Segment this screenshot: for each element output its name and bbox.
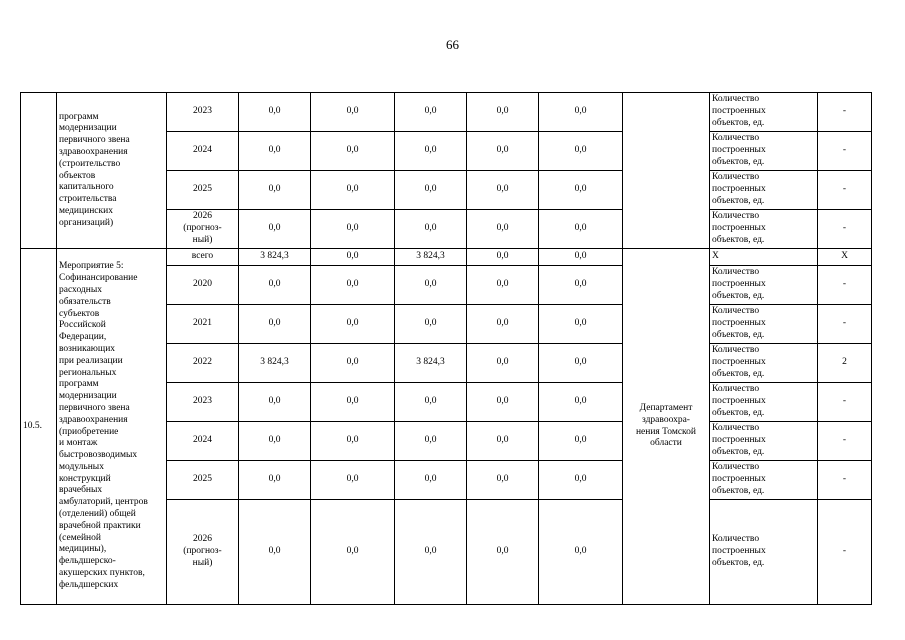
page-number: 66 — [446, 37, 459, 52]
amount-cell: 0,0 — [239, 93, 311, 132]
table-row — [21, 93, 872, 132]
amount-cell: 0,0 — [311, 461, 395, 500]
amount-cell: 0,0 — [311, 266, 395, 305]
amount-cell: 0,0 — [239, 305, 311, 344]
item-code-cell: 10.5. — [21, 249, 57, 605]
indicator-cell: Количество построенных объектов, ед. — [710, 210, 818, 249]
amount-cell: 0,0 — [395, 461, 467, 500]
amount-cell: 0,0 — [395, 383, 467, 422]
indicator-value-cell: - — [818, 132, 872, 171]
amount-cell: 0,0 — [311, 305, 395, 344]
amount-cell: 0,0 — [311, 93, 395, 132]
amount-cell: 0,0 — [539, 132, 623, 171]
amount-cell: 0,0 — [395, 93, 467, 132]
indicator-value-cell: - — [818, 461, 872, 500]
amount-cell: 0,0 — [539, 171, 623, 210]
indicator-cell: Количество построенных объектов, ед. — [710, 132, 818, 171]
amount-cell: 3 824,3 — [395, 344, 467, 383]
indicator-cell: Количество построенных объектов, ед. — [710, 383, 818, 422]
item-name-cell: Мероприятие 5: Софинансирование расходных обязательств субъектов Российской Федерации, возникающих при реализации региональных программ модернизации первичного звена здравоохранения (приобретение и монтаж быстровозводимых модульных конструкций врачебных амбулаторий, центров (отделений) общей врачебной практики (семейной медицины), фельдшерско- акушерских пунктов, фельдшерских — [57, 249, 167, 605]
amount-cell: 0,0 — [239, 461, 311, 500]
amount-cell: 0,0 — [239, 171, 311, 210]
amount-cell: 0,0 — [311, 383, 395, 422]
year-cell: 2024 — [167, 422, 239, 461]
year-cell: 2026 (прогноз- ный) — [167, 500, 239, 605]
indicator-value-cell: - — [818, 305, 872, 344]
amount-cell: 0,0 — [467, 461, 539, 500]
amount-cell: 0,0 — [311, 500, 395, 605]
amount-cell: 0,0 — [539, 500, 623, 605]
indicator-value-cell: - — [818, 93, 872, 132]
indicator-cell: Количество построенных объектов, ед. — [710, 266, 818, 305]
amount-cell: 0,0 — [467, 344, 539, 383]
amount-cell: 3 824,3 — [395, 249, 467, 266]
amount-cell: 0,0 — [239, 132, 311, 171]
indicator-cell: Количество построенных объектов, ед. — [710, 93, 818, 132]
amount-cell: 0,0 — [311, 422, 395, 461]
year-cell: 2024 — [167, 132, 239, 171]
amount-cell: 0,0 — [395, 132, 467, 171]
indicator-cell: Количество построенных объектов, ед. — [710, 171, 818, 210]
amount-cell: 0,0 — [311, 171, 395, 210]
amount-cell: 0,0 — [395, 305, 467, 344]
amount-cell: 0,0 — [239, 422, 311, 461]
amount-cell: 0,0 — [539, 266, 623, 305]
year-cell: 2023 — [167, 93, 239, 132]
indicator-value-cell: 2 — [818, 344, 872, 383]
indicator-value-cell: - — [818, 210, 872, 249]
year-cell: 2022 — [167, 344, 239, 383]
item-name-cell: программ модернизации первичного звена здравоохранения (строительство объектов капитального строительства медицинских организаций) — [57, 93, 167, 249]
amount-cell: 0,0 — [467, 383, 539, 422]
amount-cell: 0,0 — [467, 93, 539, 132]
amount-cell: 0,0 — [239, 266, 311, 305]
amount-cell: 0,0 — [311, 344, 395, 383]
amount-cell: 0,0 — [539, 210, 623, 249]
amount-cell: 0,0 — [467, 132, 539, 171]
amount-cell: 0,0 — [467, 171, 539, 210]
amount-cell: 0,0 — [311, 249, 395, 266]
indicator-value-cell: - — [818, 500, 872, 605]
year-cell: 2021 — [167, 305, 239, 344]
executor-cell: Департамент здравоохра- нения Томской области — [623, 249, 710, 605]
amount-cell: 0,0 — [467, 500, 539, 605]
amount-cell: 0,0 — [539, 461, 623, 500]
amount-cell: 0,0 — [311, 132, 395, 171]
amount-cell: 0,0 — [395, 500, 467, 605]
year-cell: всего — [167, 249, 239, 266]
year-cell: 2025 — [167, 461, 239, 500]
indicator-value-cell: - — [818, 383, 872, 422]
executor-cell — [623, 93, 710, 249]
table-row — [21, 249, 872, 266]
amount-cell: 0,0 — [467, 249, 539, 266]
amount-cell: 0,0 — [539, 249, 623, 266]
amount-cell: 0,0 — [239, 210, 311, 249]
amount-cell: 0,0 — [539, 305, 623, 344]
item-code-cell — [21, 93, 57, 249]
indicator-cell: Количество построенных объектов, ед. — [710, 500, 818, 605]
year-cell: 2026 (прогноз- ный) — [167, 210, 239, 249]
program-table — [20, 92, 872, 605]
amount-cell: 0,0 — [395, 171, 467, 210]
amount-cell: 0,0 — [239, 500, 311, 605]
indicator-value-cell: - — [818, 422, 872, 461]
amount-cell: 0,0 — [395, 210, 467, 249]
amount-cell: 3 824,3 — [239, 249, 311, 266]
indicator-cell: Количество построенных объектов, ед. — [710, 344, 818, 383]
amount-cell: 0,0 — [395, 266, 467, 305]
amount-cell: 0,0 — [539, 383, 623, 422]
indicator-cell: X — [710, 249, 818, 266]
amount-cell: 0,0 — [467, 422, 539, 461]
amount-cell: 0,0 — [239, 383, 311, 422]
amount-cell: 0,0 — [539, 422, 623, 461]
amount-cell: 0,0 — [539, 93, 623, 132]
amount-cell: 0,0 — [467, 266, 539, 305]
year-cell: 2023 — [167, 383, 239, 422]
indicator-value-cell: - — [818, 171, 872, 210]
amount-cell: 0,0 — [311, 210, 395, 249]
indicator-value-cell: X — [818, 249, 872, 266]
amount-cell: 3 824,3 — [239, 344, 311, 383]
indicator-cell: Количество построенных объектов, ед. — [710, 461, 818, 500]
amount-cell: 0,0 — [467, 305, 539, 344]
indicator-value-cell: - — [818, 266, 872, 305]
year-cell: 2025 — [167, 171, 239, 210]
indicator-cell: Количество построенных объектов, ед. — [710, 305, 818, 344]
year-cell: 2020 — [167, 266, 239, 305]
indicator-cell: Количество построенных объектов, ед. — [710, 422, 818, 461]
amount-cell: 0,0 — [395, 422, 467, 461]
amount-cell: 0,0 — [467, 210, 539, 249]
amount-cell: 0,0 — [539, 344, 623, 383]
